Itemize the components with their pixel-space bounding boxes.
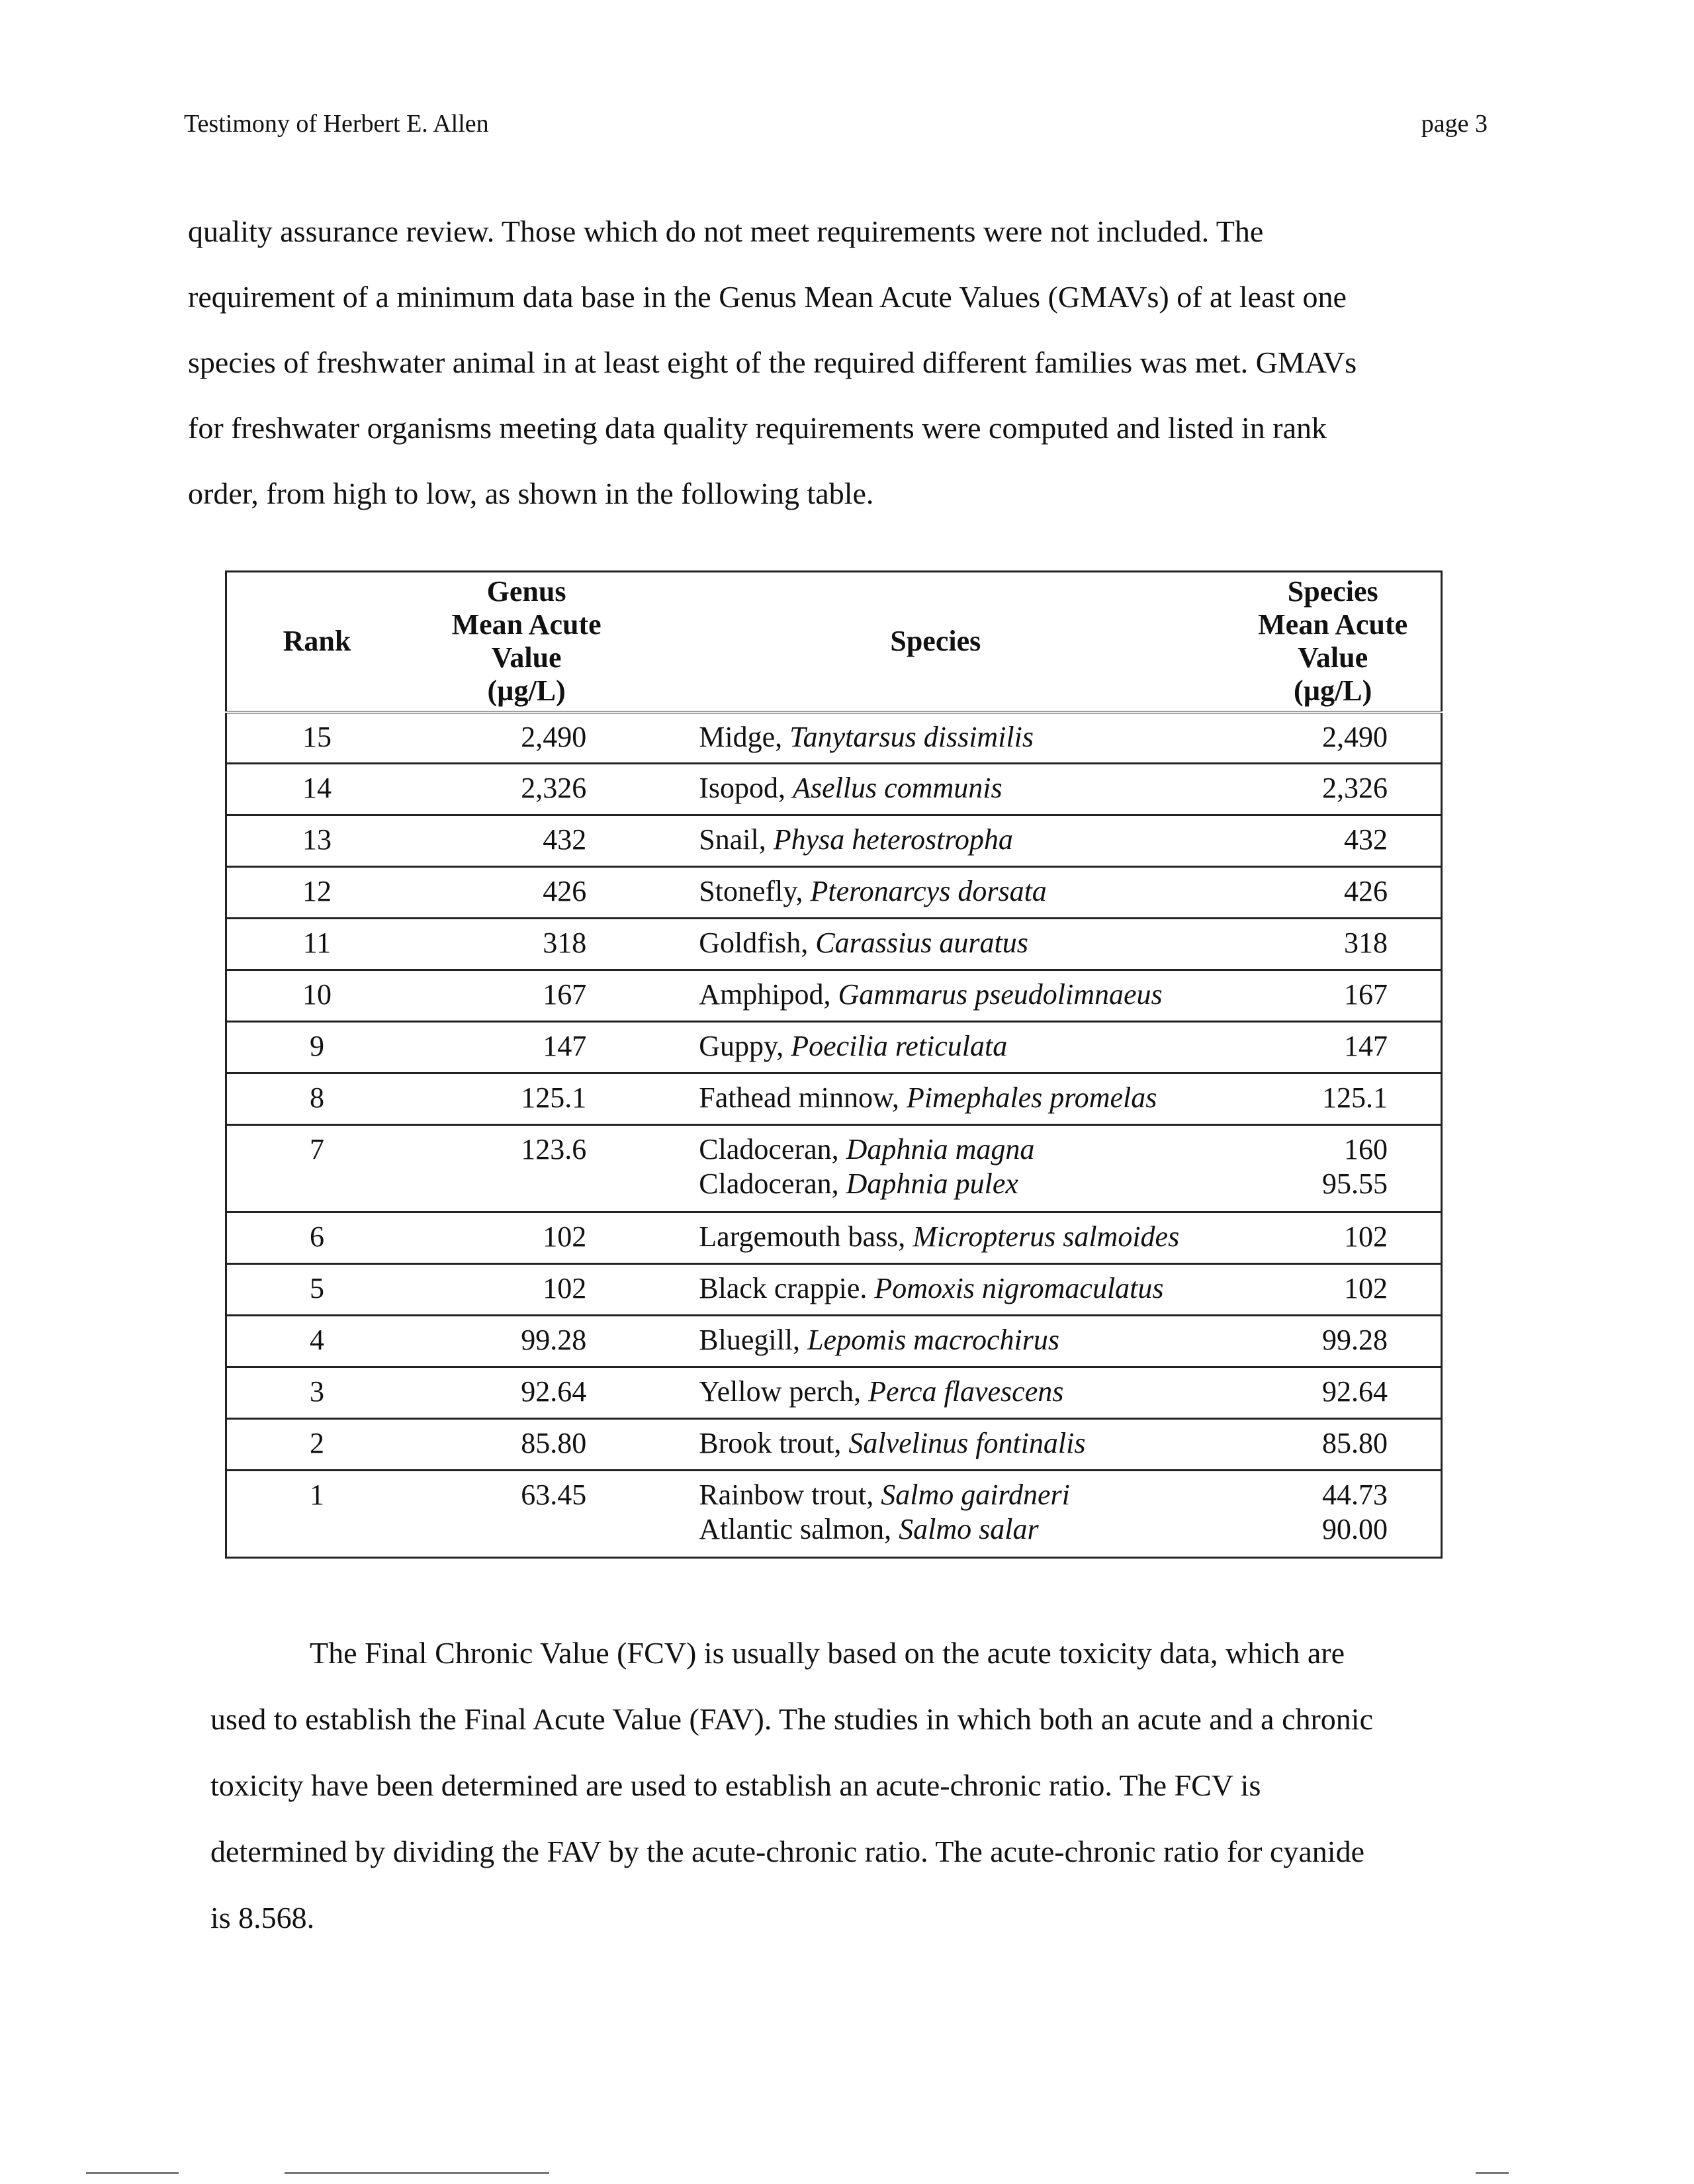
smav-cell	[1225, 867, 1441, 919]
smav-value: 160	[1344, 1133, 1388, 1165]
rank-cell: 8	[309, 1081, 324, 1114]
table-row	[226, 1022, 1442, 1073]
scientific-name: Gammarus pseudolimnaeus	[838, 978, 1163, 1011]
smav-value: 90.00	[1322, 1513, 1388, 1545]
common-name: Guppy,	[699, 1030, 791, 1062]
rank-cell: 10	[302, 978, 332, 1011]
gmav-cell: 2,326	[521, 772, 587, 804]
smav-cell	[1225, 764, 1441, 815]
smav-value: 95.55	[1322, 1167, 1388, 1200]
smav-value: 2,326	[1322, 772, 1388, 804]
scientific-name: Salmo gairdneri	[881, 1479, 1070, 1511]
smav-cell	[1225, 1264, 1441, 1316]
smav-value: 85.80	[1322, 1427, 1388, 1459]
species-name	[699, 1323, 1225, 1357]
common-name: Cladoceran,	[699, 1133, 846, 1165]
species-cell	[646, 1316, 1225, 1367]
common-name: Brook trout,	[699, 1427, 849, 1459]
species-name	[699, 771, 1225, 805]
scientific-name: Daphnia magna	[846, 1133, 1035, 1165]
species-cell	[646, 867, 1225, 919]
species-name	[699, 1426, 1225, 1461]
rank-cell: 11	[302, 927, 332, 959]
species-name	[699, 1167, 1225, 1201]
smav-value: 92.64	[1322, 1375, 1388, 1408]
smav-value: 102	[1344, 1220, 1388, 1253]
smav-cell	[1225, 1073, 1441, 1125]
smav-value: 44.73	[1322, 1479, 1388, 1511]
species-name	[699, 1081, 1225, 1115]
gmav-cell: 102	[543, 1220, 587, 1253]
gmav-cell: 426	[543, 875, 587, 907]
common-name: Atlantic salmon,	[699, 1513, 899, 1545]
species-cell	[646, 712, 1225, 764]
smav-cell	[1225, 1022, 1441, 1073]
scientific-name: Physa heterostropha	[773, 823, 1013, 856]
closing-line: is 8.568.	[210, 1901, 315, 1934]
scientific-name: Perca flavescens	[868, 1375, 1064, 1408]
common-name: Snail,	[699, 823, 774, 856]
species-cell	[646, 1212, 1225, 1264]
smav-cell	[1225, 1419, 1441, 1471]
intro-line: species of freshwater animal in at least eight of the required different families was met. GMAVs	[188, 345, 1357, 379]
rank-cell: 12	[302, 875, 332, 907]
closing-line: toxicity have been determined are used to establish an acute-chronic ratio. The FCV is	[210, 1768, 1261, 1802]
table-row	[226, 764, 1442, 815]
toxicity-table	[225, 570, 1443, 1559]
common-name: Isopod,	[699, 772, 793, 804]
smav-cell	[1225, 712, 1441, 764]
species-name	[699, 720, 1225, 754]
species-cell	[646, 1367, 1225, 1419]
species-name	[699, 1029, 1225, 1064]
footer-rule	[86, 2172, 179, 2174]
table-row	[226, 712, 1442, 764]
smav-value: 125.1	[1322, 1081, 1388, 1114]
intro-line: for freshwater organisms meeting data quality requirements were computed and listed in rank	[188, 411, 1327, 445]
common-name: Bluegill,	[699, 1324, 808, 1356]
smav-cell	[1225, 1367, 1441, 1419]
rank-cell: 7	[309, 1133, 324, 1165]
table-header-row	[226, 572, 1442, 712]
table-row	[226, 1419, 1442, 1471]
scientific-name: Poecilia reticulata	[791, 1030, 1008, 1062]
gmav-cell: 147	[543, 1030, 587, 1062]
smav-value: 147	[1344, 1030, 1388, 1062]
species-cell	[646, 1419, 1225, 1471]
species-name	[699, 1220, 1225, 1254]
species-name	[699, 874, 1225, 909]
smav-value: 318	[1344, 927, 1388, 959]
smav-cell	[1225, 815, 1441, 867]
species-name	[699, 1512, 1225, 1547]
gmav-cell: 99.28	[521, 1324, 587, 1356]
species-name	[699, 1375, 1225, 1409]
footer-rule	[1476, 2172, 1509, 2174]
intro-line: quality assurance review. Those which do not meet requirements were not included. The	[188, 214, 1264, 248]
closing-line: used to establish the Final Acute Value (FAV). The studies in which both an acute and a chronic	[210, 1702, 1374, 1736]
footer-rule	[285, 2172, 549, 2174]
gmav-cell: 85.80	[521, 1427, 587, 1459]
scientific-name: Daphnia pulex	[846, 1167, 1018, 1200]
species-cell	[646, 764, 1225, 815]
smav-value: 426	[1344, 875, 1388, 907]
common-name: Yellow perch,	[699, 1375, 869, 1408]
closing-line: The Final Chronic Value (FCV) is usually based on the acute toxicity data, which are	[310, 1636, 1345, 1670]
running-header: Testimony of Herbert E. Allen	[184, 110, 489, 138]
species-cell	[646, 1264, 1225, 1316]
smav-cell	[1225, 1212, 1441, 1264]
table-row	[226, 815, 1442, 867]
table-row	[226, 970, 1442, 1022]
intro-line: order, from high to low, as shown in the following table.	[188, 477, 874, 510]
smav-cell	[1225, 1316, 1441, 1367]
rank-cell: 3	[309, 1375, 324, 1408]
species-cell	[646, 1471, 1225, 1558]
species-cell	[646, 919, 1225, 970]
scientific-name: Carassius auratus	[815, 927, 1028, 959]
common-name: Black crappie.	[699, 1272, 875, 1304]
common-name: Fathead minnow,	[699, 1081, 907, 1114]
gmav-cell: 125.1	[521, 1081, 587, 1114]
smav-value: 432	[1344, 823, 1388, 856]
rank-cell: 15	[302, 720, 332, 753]
common-name: Rainbow trout,	[699, 1479, 881, 1511]
common-name: Midge,	[699, 720, 790, 753]
table-row	[226, 1264, 1442, 1316]
scientific-name: Salvelinus fontinalis	[848, 1427, 1086, 1459]
common-name: Largemouth bass,	[699, 1220, 913, 1253]
smav-value: 99.28	[1322, 1324, 1388, 1356]
gmav-cell: 102	[543, 1272, 587, 1304]
gmav-cell: 92.64	[521, 1375, 587, 1408]
table-row	[226, 919, 1442, 970]
scientific-name: Asellus communis	[793, 772, 1003, 804]
header-smav: Species Mean Acute Value (µg/L)	[1225, 572, 1441, 712]
rank-cell: 5	[309, 1272, 324, 1304]
species-cell	[646, 970, 1225, 1022]
scientific-name: Salmo salar	[899, 1513, 1039, 1545]
table-body	[226, 712, 1442, 1558]
gmav-cell: 167	[543, 978, 587, 1011]
table-row	[226, 1212, 1442, 1264]
species-cell	[646, 815, 1225, 867]
rank-cell: 14	[302, 772, 332, 804]
common-name: Amphipod,	[699, 978, 838, 1011]
smav-cell	[1225, 1471, 1441, 1558]
intro-line: requirement of a minimum data base in the Genus Mean Acute Values (GMAVs) of at least one	[188, 280, 1347, 314]
species-cell	[646, 1022, 1225, 1073]
gmav-cell: 318	[543, 927, 587, 959]
page-number: page 3	[1421, 110, 1488, 138]
scientific-name: Lepomis macrochirus	[807, 1324, 1059, 1356]
smav-cell	[1225, 919, 1441, 970]
smav-cell	[1225, 1125, 1441, 1212]
species-name	[699, 1271, 1225, 1306]
smav-value: 102	[1344, 1272, 1388, 1304]
species-cell	[646, 1125, 1225, 1212]
rank-cell: 6	[309, 1220, 324, 1253]
smav-cell	[1225, 970, 1441, 1022]
scientific-name: Pimephales promelas	[906, 1081, 1157, 1114]
table-row	[226, 1316, 1442, 1367]
rank-cell: 9	[309, 1030, 324, 1062]
smav-value: 2,490	[1322, 720, 1388, 753]
scientific-name: Micropterus salmoides	[913, 1220, 1180, 1253]
table-row	[226, 867, 1442, 919]
header-species: Species	[646, 572, 1225, 712]
scientific-name: Tanytarsus dissimilis	[789, 720, 1034, 753]
intro-paragraph	[188, 199, 1538, 526]
smav-value: 167	[1344, 978, 1388, 1011]
common-name: Goldfish,	[699, 927, 816, 959]
table-row	[226, 1073, 1442, 1125]
table-row	[226, 1125, 1442, 1212]
table-row	[226, 1367, 1442, 1419]
header-gmav: Genus Mean Acute Value (µg/L)	[407, 572, 646, 712]
gmav-cell: 123.6	[521, 1133, 587, 1165]
scientific-name: Pomoxis nigromaculatus	[874, 1272, 1164, 1304]
species-name	[699, 978, 1225, 1012]
rank-cell: 1	[309, 1479, 324, 1511]
species-name	[699, 926, 1225, 960]
common-name: Cladoceran,	[699, 1167, 846, 1200]
common-name: Stonefly,	[699, 875, 811, 907]
gmav-cell: 63.45	[521, 1479, 587, 1511]
species-name	[699, 823, 1225, 857]
species-name	[699, 1478, 1225, 1512]
rank-cell: 2	[309, 1427, 324, 1459]
closing-line: determined by dividing the FAV by the acute-chronic ratio. The acute-chronic ratio for cyanide	[210, 1835, 1365, 1868]
header-rank: Rank	[226, 572, 407, 712]
scientific-name: Pteronarcys dorsata	[810, 875, 1047, 907]
rank-cell: 13	[302, 823, 332, 856]
species-cell	[646, 1073, 1225, 1125]
table-row	[226, 1471, 1442, 1558]
rank-cell: 4	[309, 1324, 324, 1356]
gmav-cell: 432	[543, 823, 587, 856]
species-name	[699, 1132, 1225, 1167]
gmav-cell: 2,490	[521, 720, 587, 753]
closing-paragraph	[210, 1620, 1560, 1951]
